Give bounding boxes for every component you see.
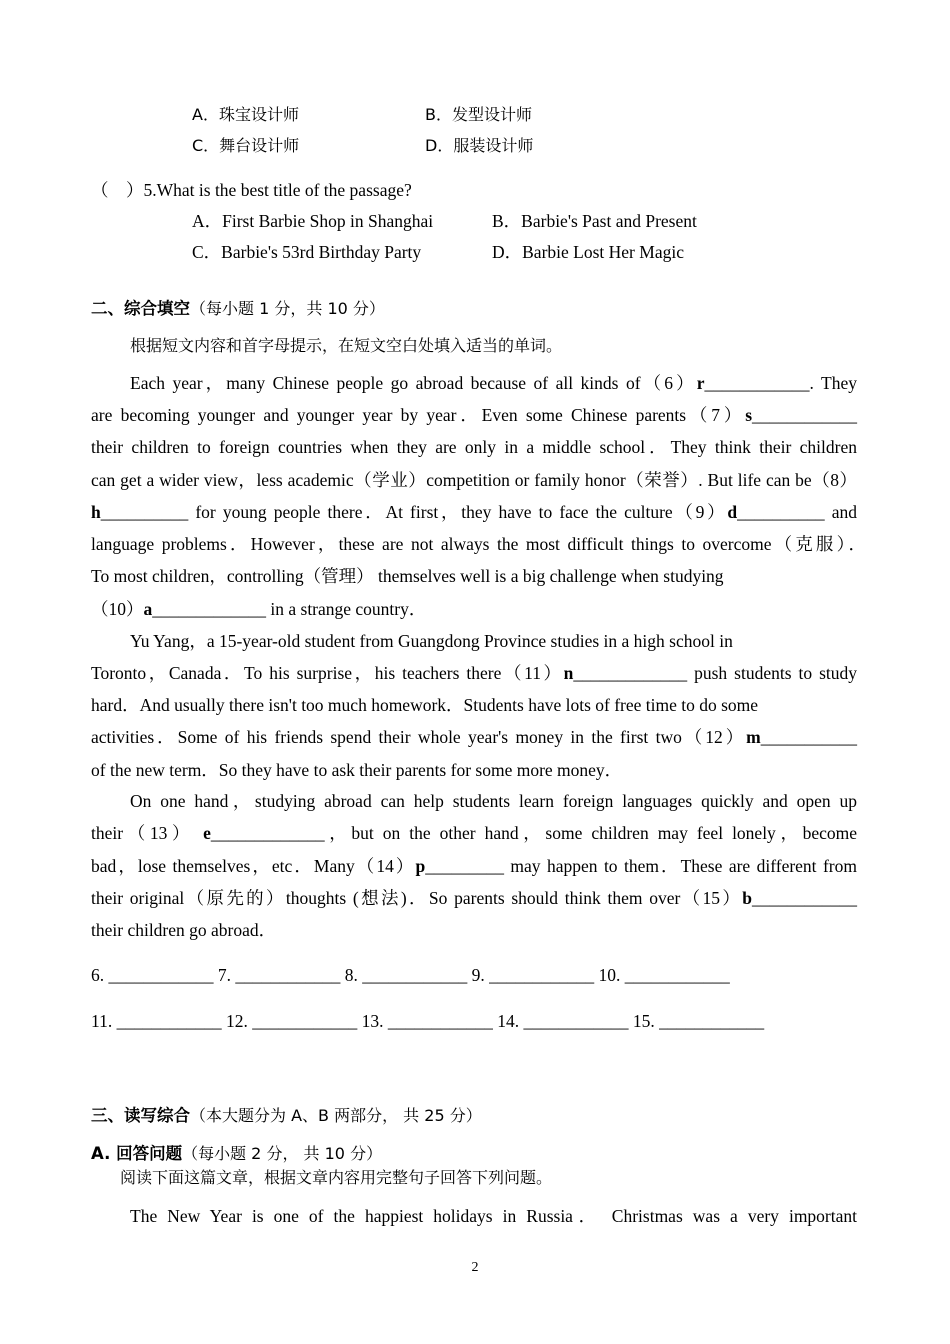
blank-9: __________ and [737,502,857,522]
partA-title: A. 回答问题 [91,1144,183,1163]
passage-line-6: language problems．However，these are not always the most difficult things to overcome（克服）． [91,534,866,554]
passage-line-2: are becoming younger and younger year by year．Even some Chinese parents（7）s____________ [91,405,857,425]
passage-line-12: activities．Some of his friends spend their whole year's money in the first two（12）m___________ [91,727,857,747]
section2-instruction: 根据短文内容和首字母提示，在短文空白处填入适当的单词。 [130,336,563,355]
q4-option-a: A．珠宝设计师 [192,105,299,124]
passage-line-15: their（13） e_____________，but on the other hand，some children may feel lonely，become [91,823,857,843]
blank-13-hint: e [203,823,211,843]
section2-heading [91,297,385,320]
blank-14: _________ may happen to them．These are different from [425,856,857,876]
passage-line-7: To most children，controlling（管理） themselves well is a big challenge when studying [91,566,724,586]
passage-line-10: Toronto，Canada．To his surprise，his teachers there（11）n_____________ push students to study [91,663,857,683]
blank-11-hint: n [563,663,574,683]
blank-12-hint: m [746,727,761,747]
blank-7: ____________ [752,405,857,425]
section2-title: 二、综合填空 [91,299,190,318]
passage-line-17: their original（原先的）thoughts (想法)．So parents should think them over（15）b____________ [91,888,857,908]
blank-11: _____________ push students to study [573,663,857,683]
passage-line-4: can get a wider view，less academic（学业）competition or family honor（荣誉）. But life can be（8） [91,470,857,490]
blank-6-hint: r [696,373,705,393]
blank-13: _____________，but on the other hand，some children may feel lonely，become [210,823,857,843]
passage-line-5: h__________ for young people there．At first，they have to face the culture（9）d__________ and [91,502,857,522]
q4-option-c: C．舞台设计师 [192,136,300,155]
q5-option-b: B．Barbie's Past and Present [492,211,697,231]
q5-option-c: C．Barbie's 53rd Birthday Party [192,242,422,262]
passage-line-3: their children to foreign countries when they are only in a middle school．They think their children [91,437,857,457]
passage-line-18: their children go abroad． [91,920,277,940]
partA-score: （每小题 2 分， 共 10 分） [182,1144,383,1163]
page-number: 2 [471,1260,479,1275]
passage-line-11: hard．And usually there isn't too much homework．Students have lots of free time to do some [91,695,759,715]
partA-heading [91,1142,382,1165]
passage-line-13: of the new term．So they have to ask their parents for some more money． [91,760,623,780]
blank-10-hint: a [143,599,153,619]
q4-option-b: B．发型设计师 [425,105,532,124]
answer-row-2[interactable]: 11. ____________ 12. ____________ 13. ____________ 14. ____________ 15. ____________ [91,1011,765,1031]
q5-stem: （ ）5.What is the best title of the passage? [91,180,412,200]
blank-10: _____________ in a strange country． [152,599,427,619]
q5-option-d: D．Barbie Lost Her Magic [492,242,684,262]
blank-12: ___________ [760,727,857,747]
section3-title: 三、读写综合 [91,1106,190,1125]
section3-first-line: The New Year is one of the happiest holidays in Russia． Christmas was a very important [130,1206,857,1226]
passage-line-9: Yu Yang，a 15-year-old student from Guangdong Province studies in a high school in [130,631,733,651]
blank-14-hint: p [415,856,426,876]
section3-heading [91,1104,482,1127]
passage-line-14: On one hand，studying abroad can help students learn foreign languages quickly and open up [130,791,857,811]
blank-15-hint: b [742,888,752,908]
blank-9-hint: d [727,502,738,522]
passage-line-8: （10）a_____________ in a strange country． [91,599,427,619]
q5-option-a: A．First Barbie Shop in Shanghai [192,211,434,231]
blank-7-hint: s [745,405,752,425]
q4-option-d: D．服装设计师 [425,136,534,155]
section3-instruction: 阅读下面这篇文章，根据文章内容用完整句子回答下列问题。 [120,1168,553,1187]
blank-6: ____________. They [704,373,857,393]
passage-line-1: Each year，many Chinese people go abroad because of all kinds of（6）r____________. They [130,373,857,393]
section3-score: （本大题分为 A、B 两部分， 共 25 分） [190,1106,482,1125]
section2-score: （每小题 1 分，共 10 分） [190,299,385,318]
blank-15: ____________ [752,888,857,908]
blank-8-hint: h [91,502,101,522]
answer-row-1[interactable]: 6. ____________ 7. ____________ 8. ____________ 9. ____________ 10. ____________ [91,965,730,985]
passage-line-16: bad，lose themselves，etc．Many（14）p_________ may happen to them．These are different from [91,856,857,876]
